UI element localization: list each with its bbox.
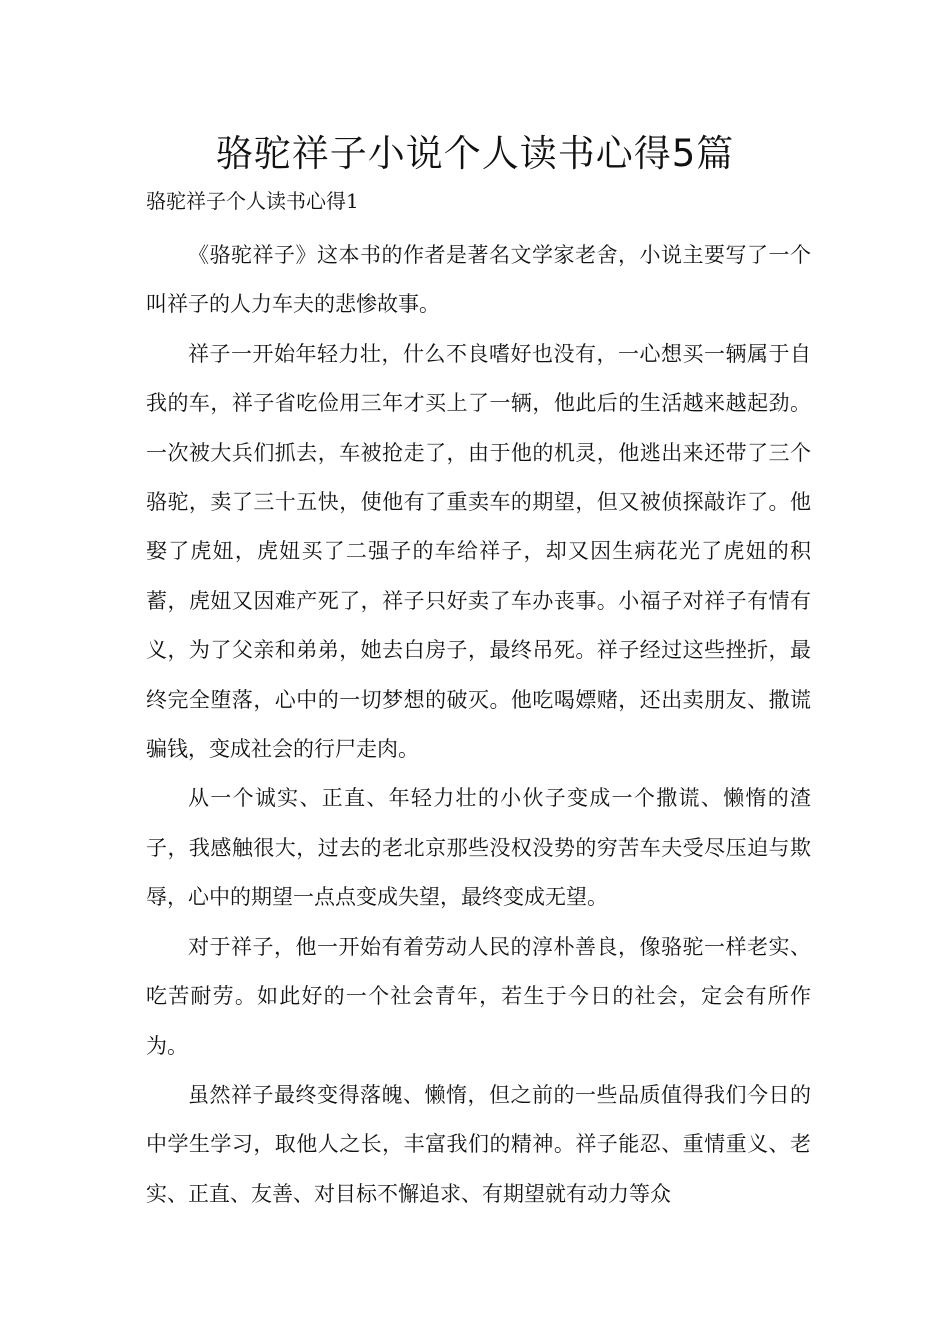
document-body	[146, 231, 811, 1219]
paragraph: 虽然祥子最终变得落魄、懒惰，但之前的一些品质值得我们今日的中学生学习，取他人之长，丰富我们的精神。祥子能忍、重情重义、老实、正直、友善、对目标不懈追求、有期望就有动力等众	[146, 1082, 811, 1206]
section-heading: 骆驼祥子个人读书心得1	[146, 189, 359, 213]
document-title: 骆驼祥子小说个人读书心得5篇	[215, 132, 735, 175]
paragraph: 祥子一开始年轻力壮，什么不良嗜好也没有，一心想买一辆属于自我的车，祥子省吃俭用三年才买上了一辆，他此后的生活越来越起劲。一次被大兵们抓去，车被抢走了，由于他的机灵，他逃出来还带了三个骆驼，卖了三十五快，使他有了重卖车的期望，但又被侦探敲诈了。他娶了虎妞，虎妞买了二强子的车给祥子，却又因生病花光了虎妞的积蓄，虎妞又因难产死了，祥子只好卖了车办丧事。小福子对祥子有情有义，为了父亲和弟弟，她去白房子，最终吊死。祥子经过这些挫折，最终完全堕落，心中的一切梦想的破灭。他吃喝嫖赌，还出卖朋友、撒谎骗钱，变成社会的行尸走肉。	[146, 341, 811, 762]
paragraph: 从一个诚实、正直、年轻力壮的小伙子变成一个撒谎、懒惰的渣子，我感触很大，过去的老北京那些没权没势的穷苦车夫受尽压迫与欺辱，心中的期望一点点变成失望，最终变成无望。	[146, 786, 811, 910]
paragraph: 《骆驼祥子》这本书的作者是著名文学家老舍，小说主要写了一个叫祥子的人力车夫的悲惨故事。	[146, 243, 811, 317]
paragraph: 对于祥子，他一开始有着劳动人民的淳朴善良，像骆驼一样老实、吃苦耐劳。如此好的一个社会青年，若生于今日的社会，定会有所作为。	[146, 934, 811, 1058]
